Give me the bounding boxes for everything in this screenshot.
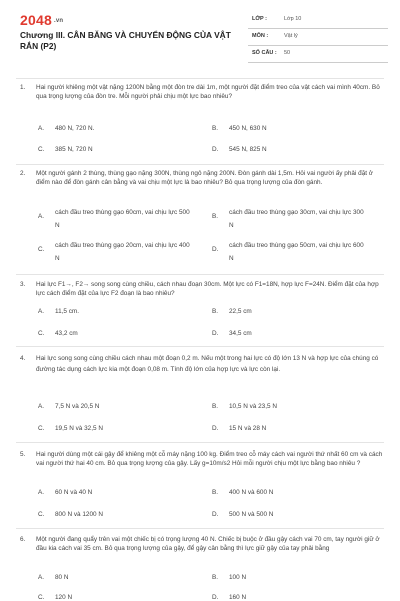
option-letter: A. (38, 308, 45, 315)
option-letter: C. (38, 511, 45, 518)
option-letter: A. (38, 574, 45, 581)
option-text: 7,5 N và 20,5 N (55, 403, 100, 410)
question-6 (20, 536, 386, 553)
option-text: 500 N và 500 N (229, 511, 274, 518)
option-text: cách đầu treo thùng gạo 50cm, vai chịu lực 600 N (229, 242, 364, 262)
option-letter: B. (212, 213, 219, 220)
question-text: Hai người khiêng một vật nặng 1200N bằng một đòn tre dài 1m, một người đặt điểm treo của vật cách vai mình 40cm. Bỏ qua trọng lượng của đòn tre. Mỗi người phải chịu một lực bao nhiêu? (36, 84, 380, 100)
meta-count-row (248, 46, 388, 63)
option-letter: D. (212, 425, 219, 432)
question-divider (16, 442, 384, 443)
option-letter: A. (38, 125, 45, 132)
option-text: 60 N và 40 N (55, 489, 93, 496)
option-letter: D. (212, 594, 219, 601)
option-text: 160 N (229, 594, 247, 601)
option-text: 19,5 N và 32,5 N (55, 425, 103, 432)
option-text: 15 N và 28 N (229, 425, 267, 432)
question-number: 2. (20, 170, 26, 177)
meta-count-value: 50 (284, 50, 291, 56)
meta-class-row (248, 12, 388, 29)
page-header (0, 0, 400, 70)
option-text: 400 N và 600 N (229, 489, 274, 496)
option-text: 480 N, 720 N. (55, 125, 95, 132)
option-letter: B. (212, 403, 219, 410)
option-text: 43,2 cm (55, 330, 78, 337)
option-letter: A. (38, 213, 45, 220)
question-text: Hai người dùng một cái gậy để khiêng một cỗ máy nặng 100 kg. Điểm treo cỗ máy cách vai người thứ nhất 60 cm và cách vai người thứ hai 40 cm. Bỏ qua trọng lượng của gậy. Lấy g=10m/s2 Hỏi mỗi người chịu một lực bằng bao nhiêu ? (36, 451, 383, 467)
option-letter: A. (38, 403, 45, 410)
option-text: 10,5 N và 23,5 N (229, 403, 277, 410)
option-text: cách đầu treo thùng gạo 20cm, vai chịu lực 400 N (55, 242, 190, 262)
page-title: Chương III. CÂN BĂNG VÀ CHUYỂN ĐỘNG CỦA VẬT RẮN (P2) (20, 30, 231, 51)
meta-subject-value: Vật lý (284, 33, 298, 39)
option-letter: B. (212, 489, 219, 496)
question-text: Hai lực song song cùng chiều cách nhau một đoạn 0,2 m. Nếu một trong hai lực có độ lớn 13 N và hợp lực của chúng có đường tác dụng cách lực kia một đoạn 0,08 m. Tính độ lớn của hợp lực và lực còn lại. (36, 355, 379, 373)
option-letter: D. (212, 146, 219, 153)
question-number: 3. (20, 281, 26, 288)
option-letter: C. (38, 425, 45, 432)
question-5 (20, 451, 386, 468)
meta-subject-label: MÔN : (252, 33, 269, 39)
option-letter: B. (212, 125, 219, 132)
question-divider (16, 164, 384, 165)
question-divider (16, 346, 384, 347)
option-text: 450 N, 630 N (229, 125, 267, 132)
option-text: 800 N và 1200 N (55, 511, 103, 518)
meta-table (248, 12, 388, 63)
question-1 (20, 84, 386, 101)
meta-count-label: SỐ CÂU : (252, 50, 277, 56)
question-divider (16, 274, 384, 275)
option-letter: C. (38, 146, 45, 153)
meta-class-value: Lớp 10 (284, 16, 302, 22)
question-number: 4. (20, 355, 26, 362)
question-number: 6. (20, 536, 26, 543)
option-text: 100 N (229, 574, 247, 581)
option-letter: D. (212, 330, 219, 337)
question-number: 1. (20, 84, 26, 91)
question-4 (20, 354, 386, 375)
option-text: 22,5 cm (229, 308, 252, 315)
option-letter: B. (212, 308, 219, 315)
option-letter: C. (38, 330, 45, 337)
question-text: Một người gánh 2 thùng, thùng gạo nặng 300N, thùng ngô nặng 200N. Đòn gánh dài 1,5m. Hỏi vai người ấy phải đặt ở điểm nào để đòn gánh cân bằng và vai chịu một lực là bao nhiêu? Bỏ qua trọng lượng của đòn gánh. (36, 170, 373, 186)
option-text: 34,5 cm (229, 330, 252, 337)
option-text: 545 N, 825 N (229, 146, 267, 153)
question-3 (20, 281, 386, 298)
question-2 (20, 170, 386, 187)
option-text: cách đầu treo thùng gạo 30cm, vai chịu lực 300 N (229, 209, 364, 229)
option-letter: C. (38, 594, 45, 601)
question-text: Một người đang quẩy trên vai một chiếc bị có trọng lượng 40 N. Chiếc bị buộc ở đầu gậy cách vai 70 cm, tay người giữ ở đầu kia cách vai 35 cm. Bỏ qua trọng lượng của gậy, để gậy cân bằng thì lực giữ gậy của tay phải bằng (36, 536, 380, 552)
question-divider (16, 528, 384, 529)
question-text: Hai lực F1→, F2→ song song cùng chiều, cách nhau đoạn 30cm. Một lực có F1=18N, hợp lực F=24N. Điểm đặt của hợp lực cách điểm đặt của lực F2 đoạn là bao nhiêu? (36, 281, 379, 297)
meta-class-label: LỚP : (252, 16, 267, 22)
question-number: 5. (20, 451, 26, 458)
option-letter: D. (212, 511, 219, 518)
option-text: 80 N (55, 574, 69, 581)
header-divider (16, 78, 384, 79)
meta-subject-row (248, 29, 388, 46)
option-text: cách đầu treo thùng gạo 60cm, vai chịu lực 500 N (55, 209, 190, 229)
option-letter: B. (212, 574, 219, 581)
option-letter: D. (212, 246, 219, 253)
option-text: 385 N, 720 N (55, 146, 93, 153)
option-letter: A. (38, 489, 45, 496)
logo-sub: .vn (53, 18, 64, 25)
option-text: 120 N (55, 594, 73, 601)
logo-main: 2048 (20, 12, 52, 28)
site-logo[interactable] (20, 12, 63, 28)
option-letter: C. (38, 246, 45, 253)
option-text: 11,5 cm. (55, 308, 80, 315)
